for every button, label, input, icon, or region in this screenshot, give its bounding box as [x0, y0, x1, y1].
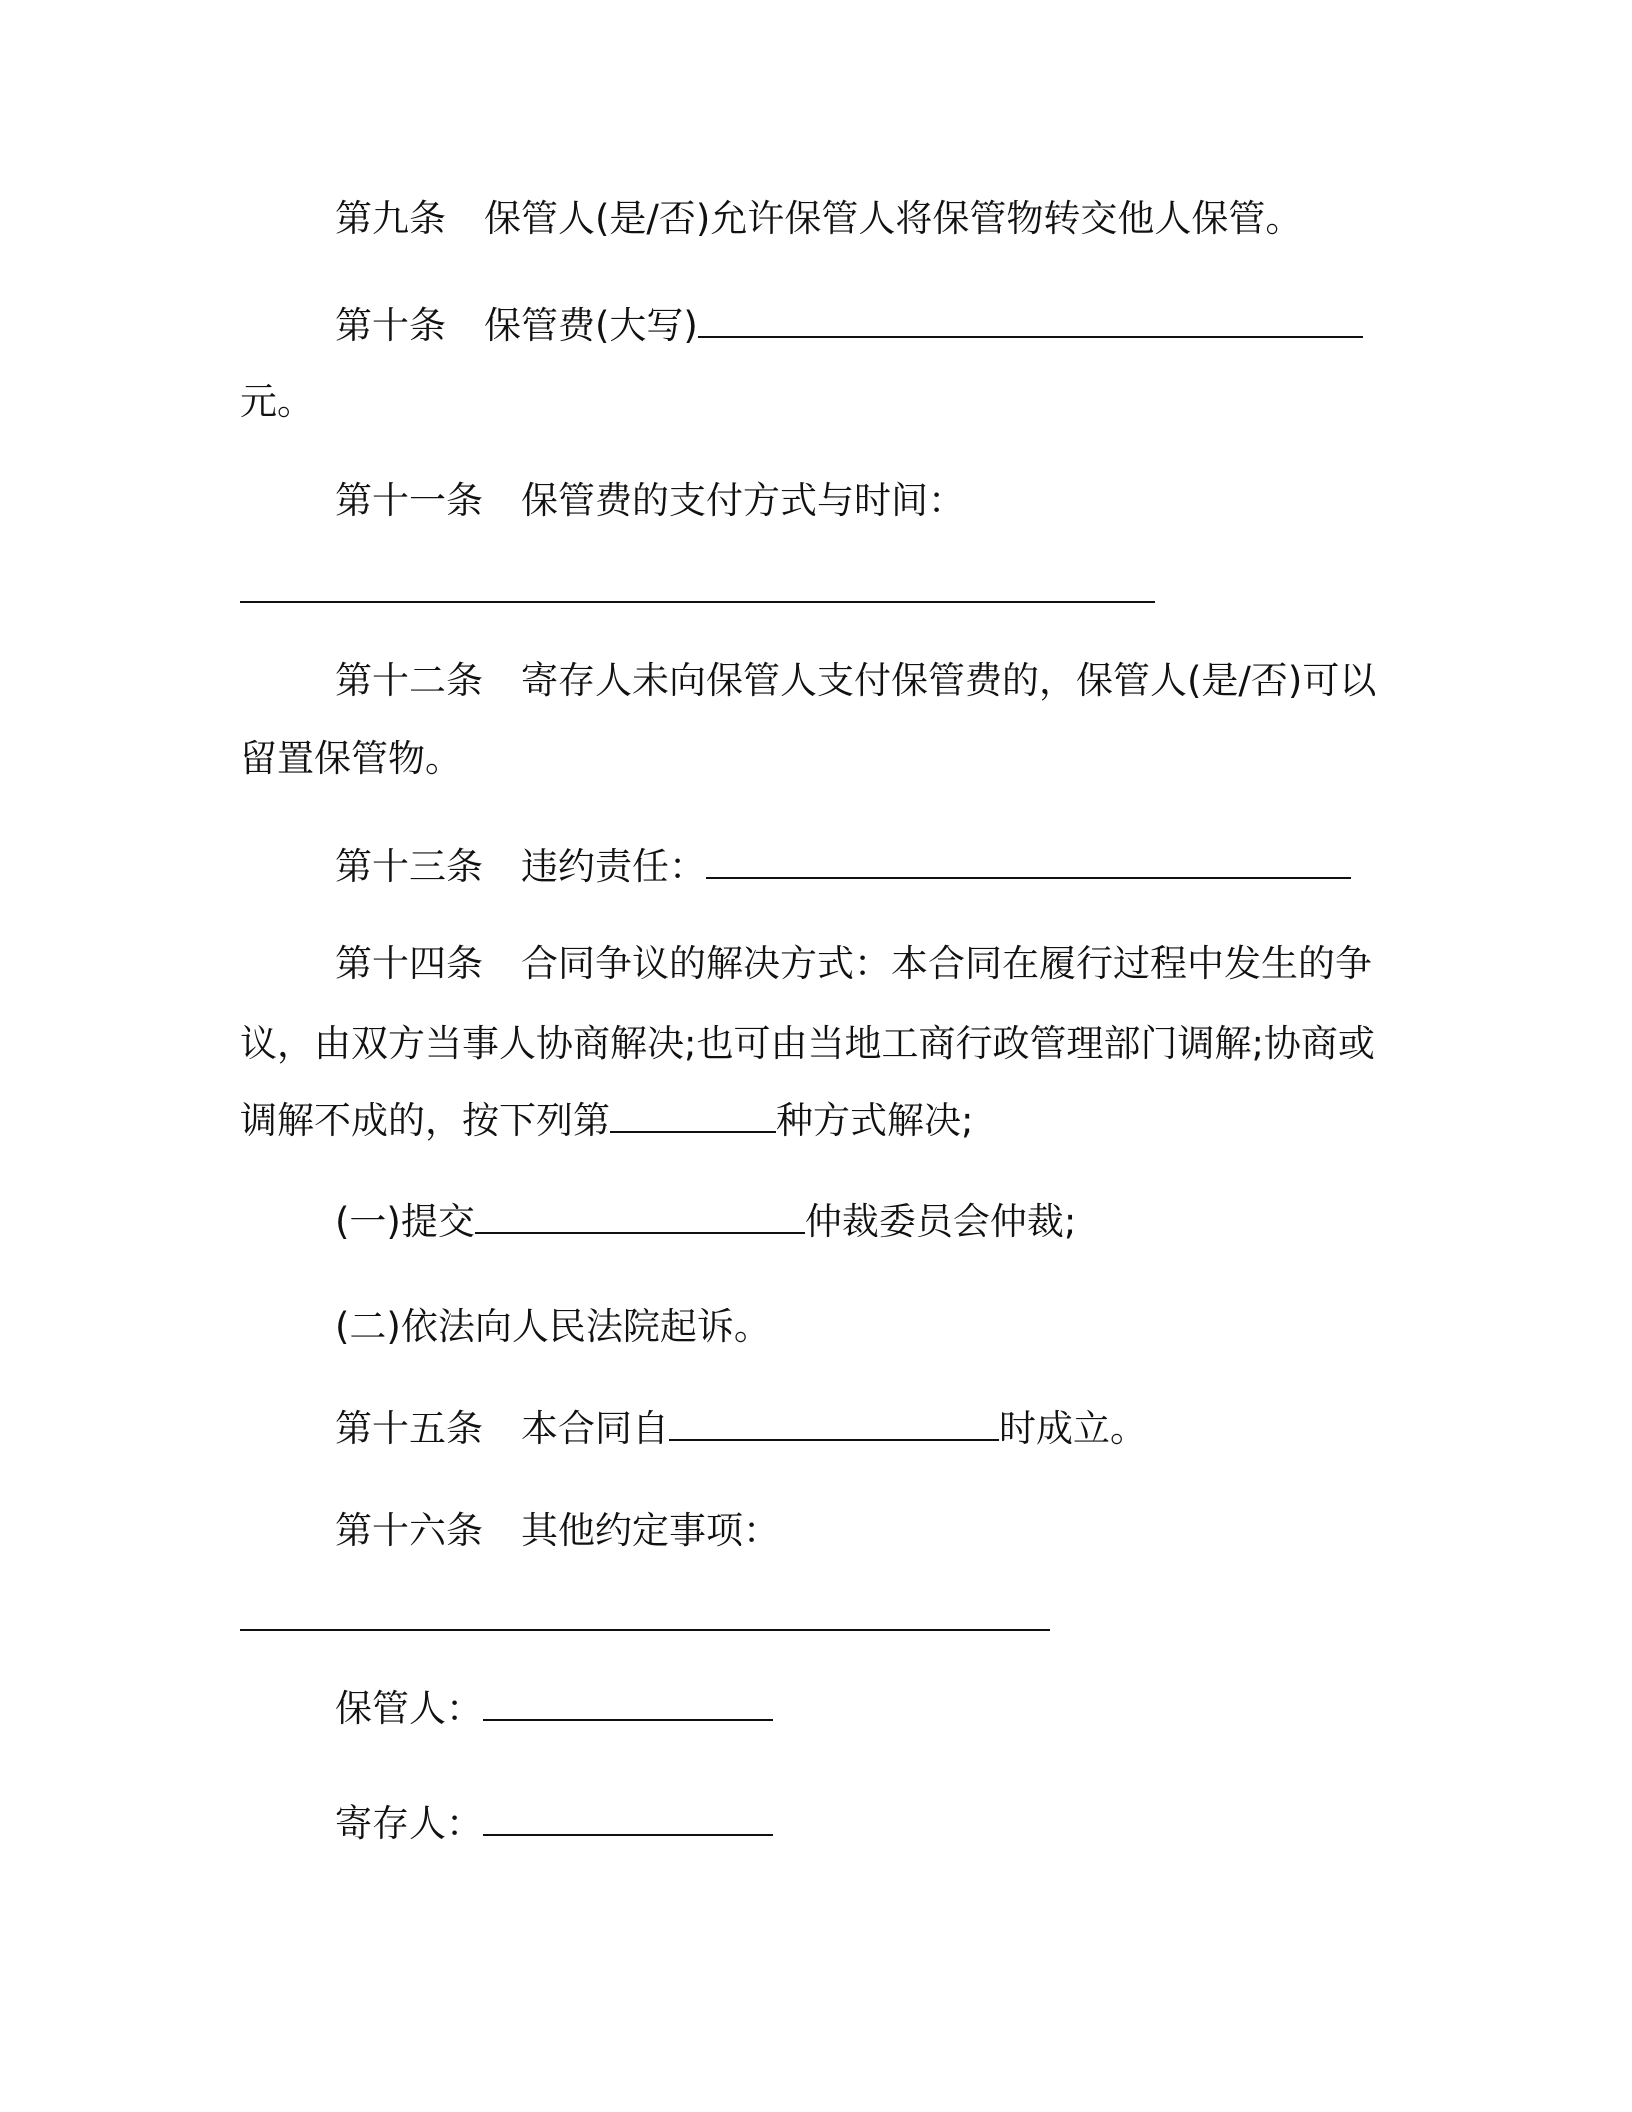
article-12-text: 寄存人未向保管人支付保管费的，保管人(是/否)可以 [521, 659, 1377, 702]
depositor-signature [335, 1800, 1380, 1848]
article-14-line-3 [240, 1097, 1380, 1145]
article-11 [335, 477, 1380, 525]
fee-amount-blank [698, 302, 1363, 338]
article-12 [335, 657, 1380, 705]
article-11-label: 第十一条 [335, 479, 483, 522]
other-matters-blank [240, 1595, 1050, 1631]
article-16 [335, 1507, 1380, 1555]
article-14-label: 第十四条 [335, 942, 483, 985]
article-14-line-2: 议，由双方当事人协商解决;也可由当地工商行政管理部门调解;协商或 [240, 1022, 1375, 1065]
article-15 [335, 1405, 1380, 1453]
article-14 [335, 940, 1380, 988]
article-14-text: 合同争议的解决方式：本合同在履行过程中发生的争 [521, 942, 1372, 985]
liability-blank [706, 843, 1351, 879]
article-14-line-3-after: 种方式解决; [776, 1099, 974, 1142]
article-15-label: 第十五条 [335, 1407, 483, 1450]
article-16-label: 第十六条 [335, 1509, 483, 1552]
option-2: (二)依法向人民法院起诉。 [335, 1305, 771, 1348]
depositor-signature-blank [483, 1800, 773, 1836]
article-13-label: 第十三条 [335, 845, 483, 888]
article-16-text: 其他约定事项： [521, 1509, 780, 1552]
article-13-text: 违约责任： [521, 845, 706, 888]
arbitration-commission-blank [475, 1198, 805, 1234]
payment-method-blank [240, 567, 1155, 603]
article-11-text: 保管费的支付方式与时间： [521, 479, 965, 522]
resolution-method-blank [610, 1097, 776, 1133]
article-12-label: 第十二条 [335, 659, 483, 702]
article-9 [335, 195, 1380, 243]
payment-method-blank-line [240, 567, 1155, 603]
depositor-label: 寄存人： [335, 1802, 483, 1845]
article-15-before: 本合同自 [521, 1407, 669, 1450]
article-10-label: 第十条 [335, 304, 446, 347]
article-12-continuation: 留置保管物。 [240, 737, 462, 780]
article-10-continuation: 元。 [240, 380, 314, 423]
other-matters-blank-line [240, 1595, 1050, 1631]
option-1-after: 仲裁委员会仲裁; [804, 1200, 1077, 1243]
article-10 [335, 302, 1380, 350]
option-1-before: (一)提交 [335, 1200, 475, 1243]
custodian-signature-blank [483, 1685, 773, 1721]
option-1 [335, 1198, 1380, 1246]
effective-date-blank [669, 1405, 999, 1441]
article-9-text: 保管人(是/否)允许保管人将保管物转交他人保管。 [484, 197, 1303, 240]
article-9-label: 第九条 [335, 197, 446, 240]
article-15-after: 时成立。 [999, 1407, 1147, 1450]
article-10-text: 保管费(大写) [484, 304, 698, 347]
article-13 [335, 843, 1380, 891]
custodian-signature [335, 1685, 1380, 1733]
article-14-line-3-before: 调解不成的，按下列第 [240, 1099, 610, 1142]
custodian-label: 保管人： [335, 1687, 483, 1730]
